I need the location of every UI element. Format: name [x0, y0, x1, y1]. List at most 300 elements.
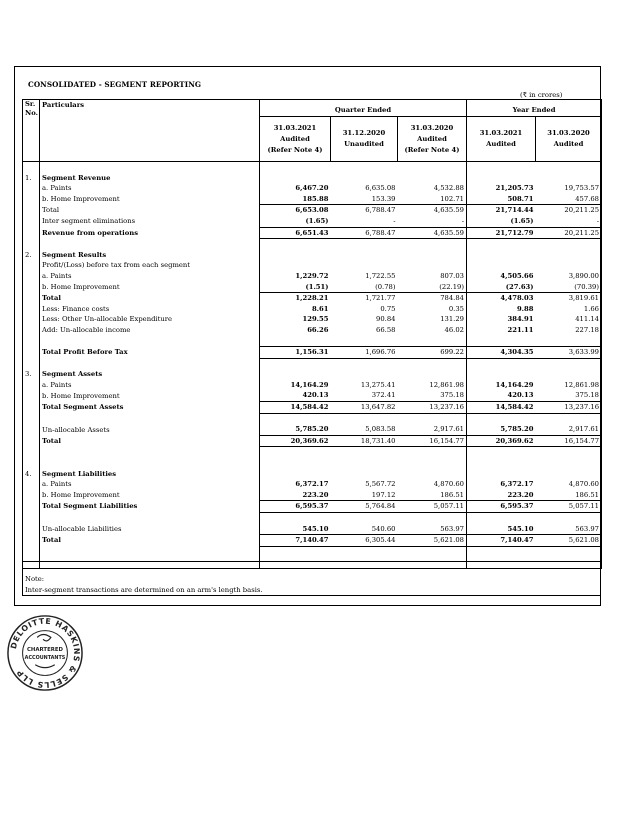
cell-value: 131.29: [398, 314, 467, 325]
cell-value: [331, 513, 398, 524]
column-note: (Refer Note 4): [267, 145, 323, 154]
cell-value: 7,140.47: [467, 535, 536, 547]
cell-value: 13,237.16: [536, 402, 602, 414]
cell-value: 699.22: [398, 347, 467, 359]
cell-value: 21,712.79: [467, 227, 536, 239]
row-label: [40, 458, 260, 469]
row-label: [40, 447, 260, 458]
row-sr-no: 4.: [23, 469, 40, 480]
cell-value: [398, 239, 467, 250]
row-label: Total: [40, 535, 260, 547]
row-sr-no: [23, 239, 40, 250]
cell-value: 5,785.20: [260, 424, 331, 435]
cell-value: 4,635.59: [398, 227, 467, 239]
cell-value: 6,635.08: [365, 184, 396, 193]
cell-value: 9.88: [467, 304, 536, 315]
cell-value: [398, 173, 467, 184]
row-sr-no: [23, 205, 40, 216]
cell-value: 508.71: [467, 194, 536, 205]
row-label: Un-allocable Liabilities: [40, 524, 260, 535]
cell-value: 1,228.21: [260, 293, 331, 304]
column-date: 31.03.2020: [547, 129, 590, 137]
row-sr-no: [23, 435, 40, 447]
cell-value: [398, 458, 467, 469]
table-row: [23, 194, 602, 205]
row-label: a. Paints: [40, 183, 260, 194]
cell-value: 7,140.47: [260, 535, 331, 547]
table-row: [23, 183, 602, 194]
cell-value: [536, 469, 602, 480]
cell-value: 13,275.41: [360, 380, 396, 389]
cell-value: [536, 546, 602, 557]
cell-value: 5,057.11: [398, 501, 467, 513]
cell-value: 129.55: [260, 314, 331, 325]
svg-text:ACCOUNTANTS: ACCOUNTANTS: [24, 654, 66, 661]
column-header-2: [331, 117, 398, 162]
table-row: [23, 227, 602, 239]
table-row: [23, 205, 602, 216]
cell-value: [536, 336, 602, 347]
row-label: Total Profit Before Tax: [40, 347, 260, 359]
row-sr-no: [23, 402, 40, 414]
table-row: [23, 424, 602, 435]
cell-value: 4,532.88: [398, 183, 467, 194]
cell-value: [331, 260, 398, 271]
cell-value: (1.65): [467, 216, 536, 227]
column-header-1: [260, 117, 331, 162]
header-year-ended: Year Ended: [467, 100, 602, 117]
cell-value: 18,731.40: [331, 435, 398, 447]
cell-value: 1,229.72: [260, 271, 331, 282]
cell-value: 563.97: [536, 524, 602, 535]
table-row: [23, 239, 602, 250]
cell-value: 14,164.29: [467, 380, 536, 391]
cell-value: [331, 239, 398, 250]
row-sr-no: [23, 501, 40, 513]
cell-value: 16,154.77: [398, 435, 467, 447]
cell-value: 153.39: [331, 194, 398, 205]
cell-value: [398, 546, 467, 557]
row-sr-no: 1.: [23, 173, 40, 184]
row-sr-no: [23, 447, 40, 458]
row-sr-no: [23, 546, 40, 557]
row-sr-no: [23, 458, 40, 469]
cell-value: [398, 162, 467, 173]
cell-value: 411.14: [536, 314, 602, 325]
cell-value: 186.51: [536, 490, 602, 501]
row-sr-no: [23, 490, 40, 501]
cell-value: 221.11: [467, 325, 536, 336]
cell-value: [467, 260, 536, 271]
cell-value: 540.60: [331, 524, 398, 535]
row-sr-no: [23, 314, 40, 325]
cell-value: 6,595.37: [467, 501, 536, 513]
cell-value: (27.63): [467, 282, 536, 293]
cell-value: 20,369.62: [467, 435, 536, 447]
cell-value: [467, 162, 536, 173]
column-header-4: [467, 117, 536, 162]
cell-value: 1,721.77: [365, 294, 396, 303]
cell-value: 14,584.42: [260, 402, 331, 414]
cell-value: 3,819.61: [536, 293, 602, 304]
cell-value: 223.20: [260, 490, 331, 501]
row-sr-no: [23, 194, 40, 205]
row-label: Total Segment Liabilities: [40, 501, 260, 513]
cell-value: 4,870.60: [536, 479, 602, 490]
note-text: Inter-segment transactions are determined on an arm's length basis.: [25, 586, 263, 594]
cell-value: [398, 413, 467, 424]
cell-value: 4,635.59: [398, 205, 467, 216]
cell-value: 4,870.60: [398, 479, 467, 490]
auditor-stamp-icon: [6, 614, 84, 692]
row-label: Revenue from operations: [40, 227, 260, 239]
row-sr-no: [23, 304, 40, 315]
header-sr-no: Sr. No.: [23, 100, 40, 162]
cell-value: 19,753.57: [536, 183, 602, 194]
cell-value: 16,154.77: [536, 435, 602, 447]
cell-value: 1.66: [536, 304, 602, 315]
table-row: [23, 513, 602, 524]
row-label: [40, 513, 260, 524]
table-row: [23, 358, 602, 369]
table-row: [23, 369, 602, 380]
row-sr-no: [23, 479, 40, 490]
row-label: b. Home Improvement: [40, 194, 260, 205]
cell-value: [467, 458, 536, 469]
cell-value: 5,567.72: [365, 480, 396, 489]
table-row: [23, 336, 602, 347]
cell-value: [260, 173, 331, 184]
table-row: [23, 260, 602, 271]
cell-value: 420.13: [260, 390, 331, 401]
row-sr-no: 3.: [23, 369, 40, 380]
cell-value: 2,917.61: [536, 424, 602, 435]
table-row: [23, 546, 602, 557]
row-sr-no: 2.: [23, 250, 40, 261]
row-sr-no: [23, 390, 40, 401]
table-row: [23, 402, 602, 414]
cell-value: [331, 336, 398, 347]
table-row: [23, 250, 602, 261]
cell-value: 20,369.62: [260, 435, 331, 447]
row-sr-no: [23, 282, 40, 293]
svg-text:CHARTERED: CHARTERED: [26, 647, 64, 654]
cell-value: 3,890.00: [536, 271, 602, 282]
table-row: [23, 458, 602, 469]
table-row: [23, 314, 602, 325]
note-box: [22, 561, 601, 596]
cell-value: 20,211.25: [536, 227, 602, 239]
cell-value: [467, 513, 536, 524]
cell-value: [398, 260, 467, 271]
note-heading: Note:: [25, 575, 45, 583]
cell-value: [260, 513, 331, 524]
table-row: [23, 304, 602, 315]
cell-value: 0.75: [380, 304, 396, 313]
cell-value: [260, 469, 331, 480]
column-status: Audited: [417, 134, 447, 143]
row-label: [40, 358, 260, 369]
cell-value: 5,764.84: [331, 501, 398, 513]
cell-value: (22.19): [398, 282, 467, 293]
cell-value: [331, 458, 398, 469]
cell-value: 90.84: [376, 315, 396, 324]
column-status: Audited: [486, 140, 516, 148]
cell-value: -: [331, 216, 398, 227]
row-label: [40, 162, 260, 173]
header-particulars: Particulars: [40, 100, 260, 162]
cell-value: [331, 413, 398, 424]
cell-value: 6,651.43: [260, 227, 331, 239]
cell-value: 6,372.17: [467, 479, 536, 490]
cell-value: 457.68: [536, 194, 602, 205]
cell-value: [398, 336, 467, 347]
cell-value: [260, 250, 331, 261]
table-row: [23, 535, 602, 547]
row-label: Add: Un-allocable income: [40, 325, 260, 336]
cell-value: 6,305.44: [331, 535, 398, 547]
cell-value: 12,861.98: [536, 380, 602, 391]
cell-value: 185.88: [260, 194, 331, 205]
cell-value: [536, 239, 602, 250]
cell-value: 784.84: [398, 293, 467, 304]
table-row: [23, 390, 602, 401]
cell-value: [260, 447, 331, 458]
segment-table: [22, 99, 602, 569]
cell-value: 6,467.20: [260, 183, 331, 194]
cell-value: 6,788.47: [331, 227, 398, 239]
cell-value: 66.58: [376, 325, 396, 334]
table-row: [23, 271, 602, 282]
row-label: [40, 413, 260, 424]
column-date: 31.12.2020: [342, 129, 386, 137]
cell-value: [536, 447, 602, 458]
row-label: Total Segment Assets: [40, 402, 260, 414]
row-sr-no: [23, 216, 40, 227]
cell-value: 4,478.03: [467, 293, 536, 304]
cell-value: 5,621.08: [398, 535, 467, 547]
cell-value: [467, 447, 536, 458]
cell-value: 4,505.66: [467, 271, 536, 282]
row-sr-no: [23, 347, 40, 359]
row-sr-no: [23, 358, 40, 369]
cell-value: 223.20: [467, 490, 536, 501]
row-sr-no: [23, 325, 40, 336]
cell-value: 186.51: [398, 490, 467, 501]
column-note: (Refer Note 4): [404, 145, 460, 154]
cell-value: 5,057.11: [536, 501, 602, 513]
cell-value: 197.12: [331, 490, 398, 501]
row-label: Un-allocable Assets: [40, 424, 260, 435]
cell-value: 20,211.25: [536, 205, 602, 216]
cell-value: [536, 458, 602, 469]
cell-value: [260, 546, 331, 557]
cell-value: 21,205.73: [467, 183, 536, 194]
cell-value: 375.18: [398, 390, 467, 401]
svg-text:DELOITTE HASKINS & SELLS LLP: DELOITTE HASKINS & SELLS LLP: [8, 616, 82, 690]
cell-value: [331, 546, 398, 557]
row-label: a. Paints: [40, 479, 260, 490]
cell-value: 8.61: [260, 304, 331, 315]
cell-value: [467, 369, 536, 380]
table-row: [23, 469, 602, 480]
cell-value: [467, 250, 536, 261]
cell-value: 563.97: [398, 524, 467, 535]
cell-value: 420.13: [467, 390, 536, 401]
row-label: Segment Revenue: [40, 173, 260, 184]
cell-value: [331, 358, 398, 369]
table-row: [23, 173, 602, 184]
column-status: Audited: [553, 140, 584, 148]
row-label: Total: [40, 205, 260, 216]
cell-value: [536, 173, 602, 184]
cell-value: [398, 513, 467, 524]
cell-value: [331, 173, 398, 184]
cell-value: [331, 469, 398, 480]
row-label: Profit/(Loss) before tax from each segment: [40, 260, 260, 271]
cell-value: [536, 162, 602, 173]
cell-value: [260, 260, 331, 271]
row-label: Inter segment eliminations: [40, 216, 260, 227]
column-header-3: [398, 117, 467, 162]
cell-value: 372.41: [331, 390, 398, 401]
cell-value: 6,788.47: [365, 206, 396, 215]
cell-value: [467, 173, 536, 184]
row-sr-no: [23, 513, 40, 524]
cell-value: [398, 447, 467, 458]
cell-value: 1,722.55: [365, 271, 396, 280]
column-status: Unaudited: [344, 140, 384, 148]
cell-value: [536, 250, 602, 261]
cell-value: [398, 369, 467, 380]
row-sr-no: [23, 293, 40, 304]
cell-value: 384.91: [467, 314, 536, 325]
cell-value: [467, 239, 536, 250]
cell-value: [467, 358, 536, 369]
row-label: Less: Other Un-allocable Expenditure: [40, 314, 260, 325]
cell-value: 6,372.17: [260, 479, 331, 490]
row-label: Segment Liabilities: [40, 469, 260, 480]
cell-value: 14,584.42: [467, 402, 536, 414]
cell-value: 227.18: [536, 325, 602, 336]
cell-value: [260, 358, 331, 369]
cell-value: -: [398, 216, 467, 227]
cell-value: 1,696.76: [331, 347, 398, 359]
row-sr-no: [23, 162, 40, 173]
cell-value: 545.10: [260, 524, 331, 535]
row-label: a. Paints: [40, 380, 260, 391]
cell-value: 4,304.35: [467, 347, 536, 359]
column-date: 31.03.2020: [410, 123, 454, 132]
cell-value: 545.10: [467, 524, 536, 535]
cell-value: [260, 239, 331, 250]
row-label: a. Paints: [40, 271, 260, 282]
cell-value: [260, 458, 331, 469]
cell-value: (1.65): [260, 216, 331, 227]
cell-value: 1,156.31: [260, 347, 331, 359]
row-sr-no: [23, 413, 40, 424]
report-title: CONSOLIDATED - SEGMENT REPORTING: [28, 80, 202, 89]
header-quarter-ended: Quarter Ended: [260, 100, 467, 117]
cell-value: 13,237.16: [398, 402, 467, 414]
cell-value: 807.03: [398, 271, 467, 282]
row-label: Segment Assets: [40, 369, 260, 380]
cell-value: 14,164.29: [260, 380, 331, 391]
currency-unit: (₹ in crores): [520, 91, 563, 99]
cell-value: [398, 469, 467, 480]
table-row: [23, 413, 602, 424]
cell-value: [331, 250, 398, 261]
column-date: 31.03.2021: [479, 129, 523, 137]
cell-value: 21,714.44: [467, 205, 536, 216]
row-label: [40, 546, 260, 557]
table-row: [23, 490, 602, 501]
cell-value: [467, 546, 536, 557]
cell-value: (0.78): [331, 282, 398, 293]
cell-value: 2,917.61: [398, 424, 467, 435]
row-label: Total: [40, 435, 260, 447]
cell-value: [331, 447, 398, 458]
row-label: b. Home Improvement: [40, 490, 260, 501]
row-label: [40, 336, 260, 347]
cell-value: 46.02: [398, 325, 467, 336]
row-label: [40, 239, 260, 250]
cell-value: [467, 336, 536, 347]
cell-value: [536, 513, 602, 524]
cell-value: [536, 358, 602, 369]
row-label: b. Home Improvement: [40, 390, 260, 401]
row-sr-no: [23, 336, 40, 347]
table-row: [23, 435, 602, 447]
cell-value: [260, 336, 331, 347]
cell-value: [536, 260, 602, 271]
cell-value: (1.51): [260, 282, 331, 293]
cell-value: [260, 413, 331, 424]
cell-value: [467, 413, 536, 424]
cell-value: (70.39): [536, 282, 602, 293]
row-sr-no: [23, 424, 40, 435]
cell-value: [331, 369, 398, 380]
table-row: [23, 479, 602, 490]
cell-value: 5,621.08: [536, 535, 602, 547]
row-label: Segment Results: [40, 250, 260, 261]
row-sr-no: [23, 380, 40, 391]
row-label: Less: Finance costs: [40, 304, 260, 315]
cell-value: 3,633.99: [536, 347, 602, 359]
table-row: [23, 162, 602, 173]
row-sr-no: [23, 271, 40, 282]
cell-value: 66.26: [260, 325, 331, 336]
cell-value: [260, 369, 331, 380]
table-row: [23, 447, 602, 458]
cell-value: -: [536, 216, 602, 227]
cell-value: 6,653.08: [260, 205, 331, 216]
row-sr-no: [23, 260, 40, 271]
cell-value: 13,647.82: [331, 402, 398, 414]
row-label: Total: [40, 293, 260, 304]
table-row: [23, 325, 602, 336]
cell-value: [467, 469, 536, 480]
cell-value: [536, 413, 602, 424]
cell-value: 0.35: [398, 304, 467, 315]
row-label: b. Home Improvement: [40, 282, 260, 293]
row-sr-no: [23, 535, 40, 547]
cell-value: [398, 358, 467, 369]
cell-value: 6,595.37: [260, 501, 331, 513]
cell-value: 12,861.98: [398, 380, 467, 391]
cell-value: 5,083.58: [331, 424, 398, 435]
column-date: 31.03.2021: [273, 123, 317, 132]
